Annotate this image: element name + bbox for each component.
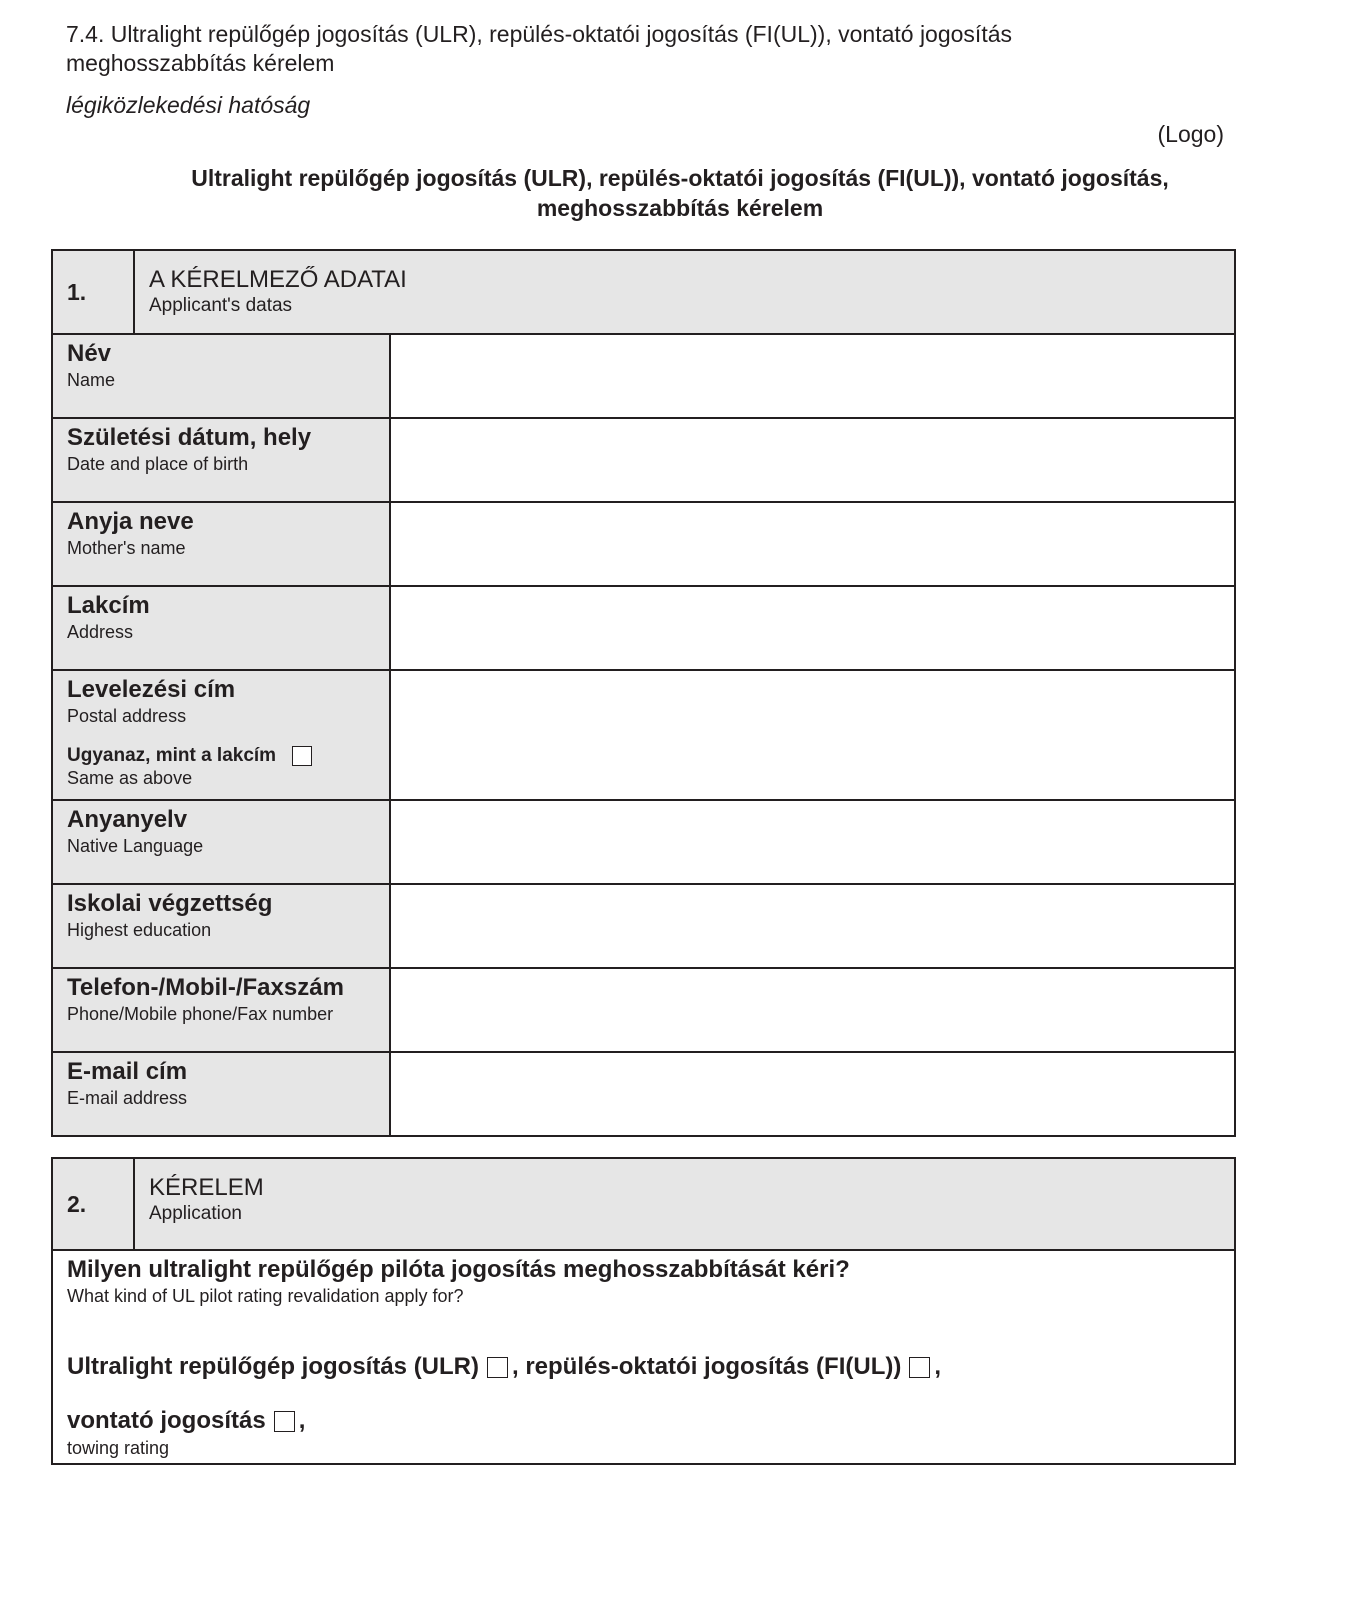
label-hu: Iskolai végzettség xyxy=(67,890,273,917)
towing-checkbox[interactable] xyxy=(274,1411,295,1432)
field-label-postal-address xyxy=(52,670,390,800)
option-ulr-label: Ultralight repülőgép jogosítás (ULR) xyxy=(67,1353,479,1380)
form-title-line-2: meghosszabbítás kérelem xyxy=(536,195,824,221)
fi-ul-checkbox[interactable] xyxy=(909,1357,930,1378)
application-question-en: What kind of UL pilot rating revalidation apply for? xyxy=(67,1286,464,1306)
application-body xyxy=(52,1250,1235,1464)
mothers-name-field[interactable] xyxy=(390,502,1235,586)
label-hu: Levelezési cím xyxy=(67,676,236,703)
label-en: Native Language xyxy=(67,836,204,856)
same-as-address-checkbox[interactable] xyxy=(292,746,312,766)
option-towing-en: towing rating xyxy=(67,1438,170,1458)
name-field[interactable] xyxy=(390,334,1235,418)
section-applicant-data xyxy=(51,249,1236,1137)
field-label-address xyxy=(52,586,390,670)
ulr-checkbox[interactable] xyxy=(487,1357,508,1378)
label-hu: Név xyxy=(67,340,112,367)
form-title xyxy=(100,163,1260,223)
option-fi-label: , repülés-oktatói jogosítás (FI(UL)) xyxy=(512,1353,902,1380)
label-hu: Lakcím xyxy=(67,592,150,619)
header-line-1: 7.4. Ultralight repülőgép jogosítás (ULR), repülés-oktatói jogosítás (FI(UL)), vontató jogosítás xyxy=(66,21,1012,47)
header-line-2: meghosszabbítás kérelem xyxy=(66,50,335,76)
label-hu: Telefon-/Mobil-/Faxszám xyxy=(67,974,344,1001)
section-number: 2. xyxy=(52,1158,134,1250)
label-en: Date and place of birth xyxy=(67,454,249,474)
field-label-phone xyxy=(52,968,390,1052)
section-title-en: Application xyxy=(149,1203,242,1224)
same-as-label-hu: Ugyanaz, mint a lakcím xyxy=(67,745,277,766)
label-hu: Anyanyelv xyxy=(67,806,188,833)
field-label-birth xyxy=(52,418,390,502)
education-field[interactable] xyxy=(390,884,1235,968)
section-title xyxy=(134,250,1235,334)
option-towing-label: vontató jogosítás xyxy=(67,1407,266,1434)
towing-option xyxy=(67,1407,1234,1435)
label-en: Phone/Mobile phone/Fax number xyxy=(67,1004,334,1024)
native-language-field[interactable] xyxy=(390,800,1235,884)
label-en: E-mail address xyxy=(67,1088,188,1108)
option-separator: , xyxy=(934,1353,942,1380)
address-field[interactable] xyxy=(390,586,1235,670)
logo-placeholder: (Logo) xyxy=(1157,121,1224,147)
section-title xyxy=(134,1158,1235,1250)
same-as-label-en: Same as above xyxy=(67,768,193,788)
option-separator: , xyxy=(298,1407,306,1434)
application-question: Milyen ultralight repülőgép pilóta jogosítás meghosszabbítását kéri? xyxy=(67,1256,850,1283)
label-en: Mother's name xyxy=(67,538,186,558)
field-label-education xyxy=(52,884,390,968)
postal-address-field[interactable] xyxy=(390,670,1235,800)
form-title-line-1: Ultralight repülőgép jogosítás (ULR), repülés-oktatói jogosítás (FI(UL)), vontató jogosítás, xyxy=(191,165,1169,191)
section-title-hu: KÉRELEM xyxy=(149,1174,264,1201)
label-hu: E-mail cím xyxy=(67,1058,188,1085)
section-title-en: Applicant's datas xyxy=(149,295,293,316)
label-hu: Születési dátum, hely xyxy=(67,424,312,451)
field-label-mothers-name xyxy=(52,502,390,586)
field-label-email xyxy=(52,1052,390,1136)
field-label-native-language xyxy=(52,800,390,884)
phone-field[interactable] xyxy=(390,968,1235,1052)
section-number: 1. xyxy=(52,250,134,334)
birth-field[interactable] xyxy=(390,418,1235,502)
label-en: Highest education xyxy=(67,920,212,940)
field-label-name xyxy=(52,334,390,418)
rating-options xyxy=(67,1353,1234,1381)
same-as-address xyxy=(67,745,389,767)
section-application xyxy=(51,1157,1236,1465)
label-hu: Anyja neve xyxy=(67,508,194,535)
email-field[interactable] xyxy=(390,1052,1235,1136)
section-title-hu: A KÉRELMEZŐ ADATAI xyxy=(149,266,407,293)
label-en: Address xyxy=(67,622,134,642)
label-en: Postal address xyxy=(67,706,187,726)
label-en: Name xyxy=(67,370,116,390)
authority-name: légiközlekedési hatóság xyxy=(66,92,311,118)
